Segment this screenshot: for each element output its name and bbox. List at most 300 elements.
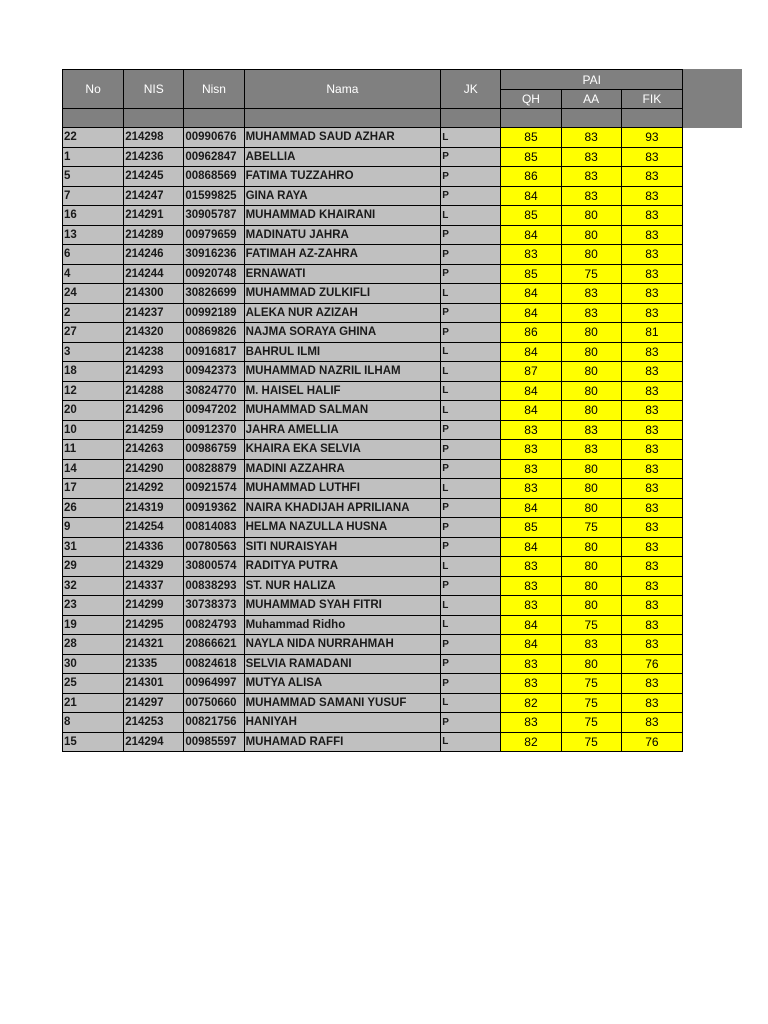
cell-no[interactable]: 10 — [63, 420, 124, 440]
cell-nis[interactable]: 214236 — [124, 147, 184, 167]
cell-aa-score[interactable]: 80 — [561, 225, 621, 245]
cell-jk[interactable]: P — [441, 186, 501, 206]
cell-nis[interactable]: 214244 — [124, 264, 184, 284]
cell-jk[interactable]: L — [441, 342, 501, 362]
table-row — [63, 128, 683, 148]
cell-jk[interactable]: P — [441, 245, 501, 265]
cell-no[interactable]: 12 — [63, 381, 124, 401]
cell-aa-score[interactable]: 83 — [561, 635, 621, 655]
table-row — [63, 713, 683, 733]
cell-nisn[interactable]: 00962847 — [184, 147, 244, 167]
table-row — [63, 323, 683, 343]
cell-nama[interactable]: SITI NURAISYAH — [244, 537, 441, 557]
cell-no[interactable]: 29 — [63, 557, 124, 577]
cell-nama[interactable]: NAYLA NIDA NURRAHMAH — [244, 635, 441, 655]
cell-jk[interactable]: L — [441, 557, 501, 577]
cell-fik-score[interactable]: 83 — [621, 284, 682, 304]
cell-fik-score[interactable]: 83 — [621, 401, 682, 421]
cell-qh-score[interactable]: 82 — [501, 732, 561, 752]
cell-jk[interactable]: L — [441, 596, 501, 616]
cell-nis[interactable]: 214238 — [124, 342, 184, 362]
cell-no[interactable]: 28 — [63, 635, 124, 655]
cell-nama[interactable]: ERNAWATI — [244, 264, 441, 284]
header-qh[interactable]: QH — [501, 90, 561, 109]
cell-fik-score[interactable]: 76 — [621, 654, 682, 674]
cell-nisn[interactable]: 00824793 — [184, 615, 244, 635]
cell-nisn[interactable]: 30905787 — [184, 206, 244, 226]
cell-qh-score[interactable]: 85 — [501, 128, 561, 148]
cell-nama[interactable]: FATIMA TUZZAHRO — [244, 167, 441, 187]
cell-jk[interactable]: P — [441, 635, 501, 655]
cell-nis[interactable]: 214247 — [124, 186, 184, 206]
cell-nis[interactable]: 214245 — [124, 167, 184, 187]
cell-nama[interactable]: MUHAMMAD SAMANI YUSUF — [244, 693, 441, 713]
cell-no[interactable]: 22 — [63, 128, 124, 148]
header-jk[interactable]: JK — [441, 70, 501, 109]
cell-aa-score[interactable]: 80 — [561, 596, 621, 616]
cell-jk[interactable]: P — [441, 420, 501, 440]
cell-jk[interactable]: P — [441, 147, 501, 167]
table-row — [63, 732, 683, 752]
table-row — [63, 225, 683, 245]
cell-no[interactable]: 18 — [63, 362, 124, 382]
cell-fik-score[interactable]: 83 — [621, 615, 682, 635]
table-row — [63, 186, 683, 206]
cell-jk[interactable]: P — [441, 167, 501, 187]
cell-nama[interactable]: MUHAMMAD SYAH FITRI — [244, 596, 441, 616]
cell-qh-score[interactable]: 85 — [501, 518, 561, 538]
cell-jk[interactable]: L — [441, 401, 501, 421]
cell-nama[interactable]: MADINATU JAHRA — [244, 225, 441, 245]
cell-nama[interactable]: ABELLIA — [244, 147, 441, 167]
cell-jk[interactable]: P — [441, 264, 501, 284]
table-row — [63, 284, 683, 304]
cell-qh-score[interactable]: 83 — [501, 576, 561, 596]
cell-aa-score[interactable]: 80 — [561, 401, 621, 421]
cell-jk[interactable]: L — [441, 615, 501, 635]
cell-nisn[interactable]: 00912370 — [184, 420, 244, 440]
cell-nama[interactable]: MUHAMMAD NAZRIL ILHAM — [244, 362, 441, 382]
cell-nis[interactable]: 214336 — [124, 537, 184, 557]
cell-nisn[interactable]: 00919362 — [184, 498, 244, 518]
cell-nama[interactable]: HANIYAH — [244, 713, 441, 733]
cell-aa-score[interactable]: 83 — [561, 284, 621, 304]
cell-aa-score[interactable]: 75 — [561, 713, 621, 733]
cell-nis[interactable]: 214300 — [124, 284, 184, 304]
cell-fik-score[interactable]: 83 — [621, 576, 682, 596]
cell-nama[interactable]: MUHAMMAD LUTHFI — [244, 479, 441, 499]
table-row — [63, 537, 683, 557]
cell-aa-score[interactable]: 80 — [561, 557, 621, 577]
cell-nama[interactable]: RADITYA PUTRA — [244, 557, 441, 577]
cell-nama[interactable]: GINA RAYA — [244, 186, 441, 206]
cell-no[interactable]: 31 — [63, 537, 124, 557]
cell-fik-score[interactable]: 83 — [621, 713, 682, 733]
cell-jk[interactable]: P — [441, 225, 501, 245]
cell-no[interactable]: 4 — [63, 264, 124, 284]
cell-qh-score[interactable]: 87 — [501, 362, 561, 382]
cell-nama[interactable]: JAHRA AMELLIA — [244, 420, 441, 440]
cell-nama[interactable]: MUHAMMAD SALMAN — [244, 401, 441, 421]
cell-fik-score[interactable]: 83 — [621, 186, 682, 206]
cell-fik-score[interactable]: 83 — [621, 440, 682, 460]
cell-aa-score[interactable]: 83 — [561, 186, 621, 206]
cell-nama[interactable]: MADINI AZZAHRA — [244, 459, 441, 479]
cell-no[interactable]: 7 — [63, 186, 124, 206]
cell-jk[interactable]: P — [441, 459, 501, 479]
table-row — [63, 362, 683, 382]
table-row — [63, 615, 683, 635]
blank-header-cell[interactable] — [184, 109, 244, 128]
cell-nama[interactable]: ALEKA NUR AZIZAH — [244, 303, 441, 323]
cell-fik-score[interactable]: 83 — [621, 537, 682, 557]
cell-nis[interactable]: 214246 — [124, 245, 184, 265]
cell-aa-score[interactable]: 80 — [561, 576, 621, 596]
cell-qh-score[interactable]: 85 — [501, 264, 561, 284]
table-row — [63, 401, 683, 421]
cell-aa-score[interactable]: 80 — [561, 245, 621, 265]
cell-no[interactable]: 1 — [63, 147, 124, 167]
cell-nisn[interactable]: 00942373 — [184, 362, 244, 382]
cell-qh-score[interactable]: 84 — [501, 401, 561, 421]
cell-nis[interactable]: 214329 — [124, 557, 184, 577]
cell-nis[interactable]: 214321 — [124, 635, 184, 655]
cell-jk[interactable]: P — [441, 498, 501, 518]
cell-nisn[interactable]: 00921574 — [184, 479, 244, 499]
header-nis[interactable]: NIS — [124, 70, 184, 109]
cell-aa-score[interactable]: 80 — [561, 654, 621, 674]
cell-nisn[interactable]: 00986759 — [184, 440, 244, 460]
cell-nis[interactable]: 214263 — [124, 440, 184, 460]
cell-fik-score[interactable]: 81 — [621, 323, 682, 343]
cell-nisn[interactable]: 00821756 — [184, 713, 244, 733]
cell-aa-score[interactable]: 83 — [561, 420, 621, 440]
cell-qh-score[interactable]: 85 — [501, 147, 561, 167]
cell-jk[interactable]: L — [441, 732, 501, 752]
cell-jk[interactable]: L — [441, 693, 501, 713]
header-aa[interactable]: AA — [561, 90, 621, 109]
cell-nisn[interactable]: 00828879 — [184, 459, 244, 479]
cell-jk[interactable]: P — [441, 323, 501, 343]
cell-nama[interactable]: MUHAMMAD KHAIRANI — [244, 206, 441, 226]
cell-no[interactable]: 5 — [63, 167, 124, 187]
cell-no[interactable]: 32 — [63, 576, 124, 596]
cell-nisn[interactable]: 30826699 — [184, 284, 244, 304]
cell-qh-score[interactable]: 84 — [501, 225, 561, 245]
cell-nisn[interactable]: 00750660 — [184, 693, 244, 713]
cell-no[interactable]: 24 — [63, 284, 124, 304]
cell-nis[interactable]: 214296 — [124, 401, 184, 421]
cell-nis[interactable]: 214259 — [124, 420, 184, 440]
table-row — [63, 342, 683, 362]
table-row — [63, 557, 683, 577]
cell-fik-score[interactable]: 83 — [621, 206, 682, 226]
cell-qh-score[interactable]: 83 — [501, 440, 561, 460]
cell-nis[interactable]: 214301 — [124, 674, 184, 694]
header-fik[interactable]: FIK — [621, 90, 682, 109]
cell-qh-score[interactable]: 83 — [501, 420, 561, 440]
cell-nis[interactable]: 214298 — [124, 128, 184, 148]
header-nama[interactable]: Nama — [244, 70, 441, 109]
cell-nisn[interactable]: 00985597 — [184, 732, 244, 752]
cell-aa-score[interactable]: 80 — [561, 342, 621, 362]
cell-aa-score[interactable]: 80 — [561, 206, 621, 226]
cell-fik-score[interactable]: 83 — [621, 693, 682, 713]
cell-no[interactable]: 21 — [63, 693, 124, 713]
cell-no[interactable]: 15 — [63, 732, 124, 752]
cell-nis[interactable]: 214293 — [124, 362, 184, 382]
cell-aa-score[interactable]: 83 — [561, 147, 621, 167]
cell-nama[interactable]: MUHAMMAD ZULKIFLI — [244, 284, 441, 304]
cell-aa-score[interactable]: 80 — [561, 479, 621, 499]
cell-nis[interactable]: 214291 — [124, 206, 184, 226]
cell-qh-score[interactable]: 84 — [501, 381, 561, 401]
table-row — [63, 440, 683, 460]
header-pai[interactable]: PAI — [501, 70, 683, 90]
cell-qh-score[interactable]: 84 — [501, 537, 561, 557]
cell-jk[interactable]: P — [441, 674, 501, 694]
cell-fik-score[interactable]: 83 — [621, 635, 682, 655]
cell-fik-score[interactable]: 83 — [621, 498, 682, 518]
cell-no[interactable]: 19 — [63, 615, 124, 635]
cell-nis[interactable]: 214299 — [124, 596, 184, 616]
cell-nis[interactable]: 214237 — [124, 303, 184, 323]
table-row — [63, 381, 683, 401]
table-row — [63, 303, 683, 323]
cell-nis[interactable]: 214294 — [124, 732, 184, 752]
cell-nisn[interactable]: 00979659 — [184, 225, 244, 245]
cell-nisn[interactable]: 00947202 — [184, 401, 244, 421]
cell-nama[interactable]: KHAIRA EKA SELVIA — [244, 440, 441, 460]
table-row — [63, 518, 683, 538]
cell-qh-score[interactable]: 83 — [501, 479, 561, 499]
cell-nisn[interactable]: 30800574 — [184, 557, 244, 577]
cell-jk[interactable]: P — [441, 713, 501, 733]
cell-qh-score[interactable]: 84 — [501, 635, 561, 655]
cell-fik-score[interactable]: 93 — [621, 128, 682, 148]
cell-aa-score[interactable]: 75 — [561, 264, 621, 284]
cell-jk[interactable]: P — [441, 303, 501, 323]
cell-fik-score[interactable]: 83 — [621, 147, 682, 167]
cell-qh-score[interactable]: 83 — [501, 674, 561, 694]
cell-nisn[interactable]: 30916236 — [184, 245, 244, 265]
cell-aa-score[interactable]: 83 — [561, 303, 621, 323]
header-nisn[interactable]: Nisn — [184, 70, 244, 109]
cell-jk[interactable]: L — [441, 479, 501, 499]
cell-nis[interactable]: 214253 — [124, 713, 184, 733]
cell-no[interactable]: 16 — [63, 206, 124, 226]
cell-nama[interactable]: SELVIA RAMADANI — [244, 654, 441, 674]
cell-aa-score[interactable]: 80 — [561, 381, 621, 401]
table-row — [63, 693, 683, 713]
cell-no[interactable]: 27 — [63, 323, 124, 343]
cell-aa-score[interactable]: 80 — [561, 498, 621, 518]
cell-fik-score[interactable]: 83 — [621, 342, 682, 362]
cell-nis[interactable]: 214320 — [124, 323, 184, 343]
table-row — [63, 479, 683, 499]
cell-aa-score[interactable]: 75 — [561, 518, 621, 538]
cell-no[interactable]: 20 — [63, 401, 124, 421]
cell-nis[interactable]: 214292 — [124, 479, 184, 499]
blank-header-cell[interactable] — [501, 109, 561, 128]
cell-nisn[interactable]: 00814083 — [184, 518, 244, 538]
cell-qh-score[interactable]: 84 — [501, 342, 561, 362]
cell-jk[interactable]: P — [441, 518, 501, 538]
cell-nis[interactable]: 214289 — [124, 225, 184, 245]
cell-fik-score[interactable]: 83 — [621, 303, 682, 323]
cell-fik-score[interactable]: 83 — [621, 264, 682, 284]
cell-jk[interactable]: L — [441, 362, 501, 382]
cell-nisn[interactable]: 00992189 — [184, 303, 244, 323]
cell-qh-score[interactable]: 84 — [501, 615, 561, 635]
cell-qh-score[interactable]: 83 — [501, 713, 561, 733]
cell-nisn[interactable]: 30738373 — [184, 596, 244, 616]
table-row — [63, 596, 683, 616]
table-row — [63, 674, 683, 694]
cell-nama[interactable]: ST. NUR HALIZA — [244, 576, 441, 596]
cell-jk[interactable]: P — [441, 654, 501, 674]
cell-fik-score[interactable]: 76 — [621, 732, 682, 752]
cell-jk[interactable]: P — [441, 576, 501, 596]
cell-qh-score[interactable]: 84 — [501, 498, 561, 518]
cell-fik-score[interactable]: 83 — [621, 518, 682, 538]
cell-jk[interactable]: P — [441, 537, 501, 557]
blank-header-cell[interactable] — [561, 109, 621, 128]
cell-fik-score[interactable]: 83 — [621, 596, 682, 616]
cell-no[interactable]: 9 — [63, 518, 124, 538]
cell-aa-score[interactable]: 80 — [561, 459, 621, 479]
cell-nama[interactable]: HELMA NAZULLA HUSNA — [244, 518, 441, 538]
cell-nisn[interactable]: 00869826 — [184, 323, 244, 343]
cell-aa-score[interactable]: 80 — [561, 362, 621, 382]
table-body — [63, 128, 683, 752]
cell-fik-score[interactable]: 83 — [621, 479, 682, 499]
cell-aa-score[interactable]: 80 — [561, 537, 621, 557]
cell-qh-score[interactable]: 82 — [501, 693, 561, 713]
cell-nama[interactable]: NAIRA KHADIJAH APRILIANA — [244, 498, 441, 518]
cell-jk[interactable]: L — [441, 381, 501, 401]
cell-fik-score[interactable]: 83 — [621, 459, 682, 479]
cell-no[interactable]: 11 — [63, 440, 124, 460]
cell-qh-score[interactable]: 83 — [501, 459, 561, 479]
cell-nama[interactable]: BAHRUL ILMI — [244, 342, 441, 362]
cell-fik-score[interactable]: 83 — [621, 245, 682, 265]
cell-qh-score[interactable]: 83 — [501, 245, 561, 265]
cell-fik-score[interactable]: 83 — [621, 557, 682, 577]
cell-qh-score[interactable]: 84 — [501, 284, 561, 304]
cell-nama[interactable]: FATIMAH AZ-ZAHRA — [244, 245, 441, 265]
cell-nis[interactable]: 214254 — [124, 518, 184, 538]
cell-nis[interactable]: 214288 — [124, 381, 184, 401]
cell-nisn[interactable]: 30824770 — [184, 381, 244, 401]
cell-fik-score[interactable]: 83 — [621, 225, 682, 245]
table-row — [63, 635, 683, 655]
cell-qh-score[interactable]: 86 — [501, 323, 561, 343]
cell-nis[interactable]: 214297 — [124, 693, 184, 713]
cell-qh-score[interactable]: 86 — [501, 167, 561, 187]
cell-nisn[interactable]: 00780563 — [184, 537, 244, 557]
cell-nisn[interactable]: 00868569 — [184, 167, 244, 187]
cell-nisn[interactable]: 00916817 — [184, 342, 244, 362]
cell-aa-score[interactable]: 83 — [561, 167, 621, 187]
cell-nisn[interactable]: 00838293 — [184, 576, 244, 596]
cell-nama[interactable]: MUTYA ALISA — [244, 674, 441, 694]
cell-aa-score[interactable]: 83 — [561, 440, 621, 460]
cell-no[interactable]: 26 — [63, 498, 124, 518]
cell-nisn[interactable]: 00990676 — [184, 128, 244, 148]
cell-qh-score[interactable]: 83 — [501, 557, 561, 577]
cell-aa-score[interactable]: 75 — [561, 693, 621, 713]
cell-fik-score[interactable]: 83 — [621, 167, 682, 187]
cell-no[interactable]: 30 — [63, 654, 124, 674]
cell-fik-score[interactable]: 83 — [621, 381, 682, 401]
cell-jk[interactable]: L — [441, 206, 501, 226]
cell-nisn[interactable]: 00824618 — [184, 654, 244, 674]
cell-jk[interactable]: P — [441, 440, 501, 460]
cell-aa-score[interactable]: 75 — [561, 674, 621, 694]
cell-no[interactable]: 2 — [63, 303, 124, 323]
cell-nis[interactable]: 214290 — [124, 459, 184, 479]
table-row — [63, 167, 683, 187]
cell-fik-score[interactable]: 83 — [621, 420, 682, 440]
cell-aa-score[interactable]: 83 — [561, 128, 621, 148]
blank-header-cell[interactable] — [244, 109, 441, 128]
cell-nisn[interactable]: 01599825 — [184, 186, 244, 206]
header-no[interactable]: No — [63, 70, 124, 109]
cell-no[interactable]: 6 — [63, 245, 124, 265]
cell-aa-score[interactable]: 80 — [561, 323, 621, 343]
cell-fik-score[interactable]: 83 — [621, 674, 682, 694]
cell-no[interactable]: 23 — [63, 596, 124, 616]
cell-no[interactable]: 14 — [63, 459, 124, 479]
blank-header-cell[interactable] — [621, 109, 682, 128]
cell-nis[interactable]: 214319 — [124, 498, 184, 518]
cell-qh-score[interactable]: 83 — [501, 654, 561, 674]
cell-nisn[interactable]: 20866621 — [184, 635, 244, 655]
cell-nis[interactable]: 214295 — [124, 615, 184, 635]
cell-nama[interactable]: Muhammad Ridho — [244, 615, 441, 635]
cell-nis[interactable]: 21335 — [124, 654, 184, 674]
cell-no[interactable]: 25 — [63, 674, 124, 694]
cell-fik-score[interactable]: 83 — [621, 362, 682, 382]
blank-header-cell[interactable] — [63, 109, 124, 128]
cell-nama[interactable]: M. HAISEL HALIF — [244, 381, 441, 401]
cell-qh-score[interactable]: 83 — [501, 596, 561, 616]
cell-aa-score[interactable]: 75 — [561, 732, 621, 752]
cell-qh-score[interactable]: 84 — [501, 186, 561, 206]
blank-header-cell[interactable] — [441, 109, 501, 128]
cell-nis[interactable]: 214337 — [124, 576, 184, 596]
cell-nama[interactable]: MUHAMAD RAFFI — [244, 732, 441, 752]
cell-jk[interactable]: L — [441, 128, 501, 148]
cell-nisn[interactable]: 00920748 — [184, 264, 244, 284]
cell-nama[interactable]: NAJMA SORAYA GHINA — [244, 323, 441, 343]
cell-qh-score[interactable]: 85 — [501, 206, 561, 226]
blank-header-cell[interactable] — [124, 109, 184, 128]
cell-nama[interactable]: MUHAMMAD SAUD AZHAR — [244, 128, 441, 148]
cell-aa-score[interactable]: 75 — [561, 615, 621, 635]
cell-nisn[interactable]: 00964997 — [184, 674, 244, 694]
cell-no[interactable]: 8 — [63, 713, 124, 733]
cell-qh-score[interactable]: 84 — [501, 303, 561, 323]
cell-jk[interactable]: L — [441, 284, 501, 304]
table-row — [63, 459, 683, 479]
header-extension — [682, 69, 742, 128]
cell-no[interactable]: 3 — [63, 342, 124, 362]
cell-no[interactable]: 17 — [63, 479, 124, 499]
table-row — [63, 498, 683, 518]
cell-no[interactable]: 13 — [63, 225, 124, 245]
